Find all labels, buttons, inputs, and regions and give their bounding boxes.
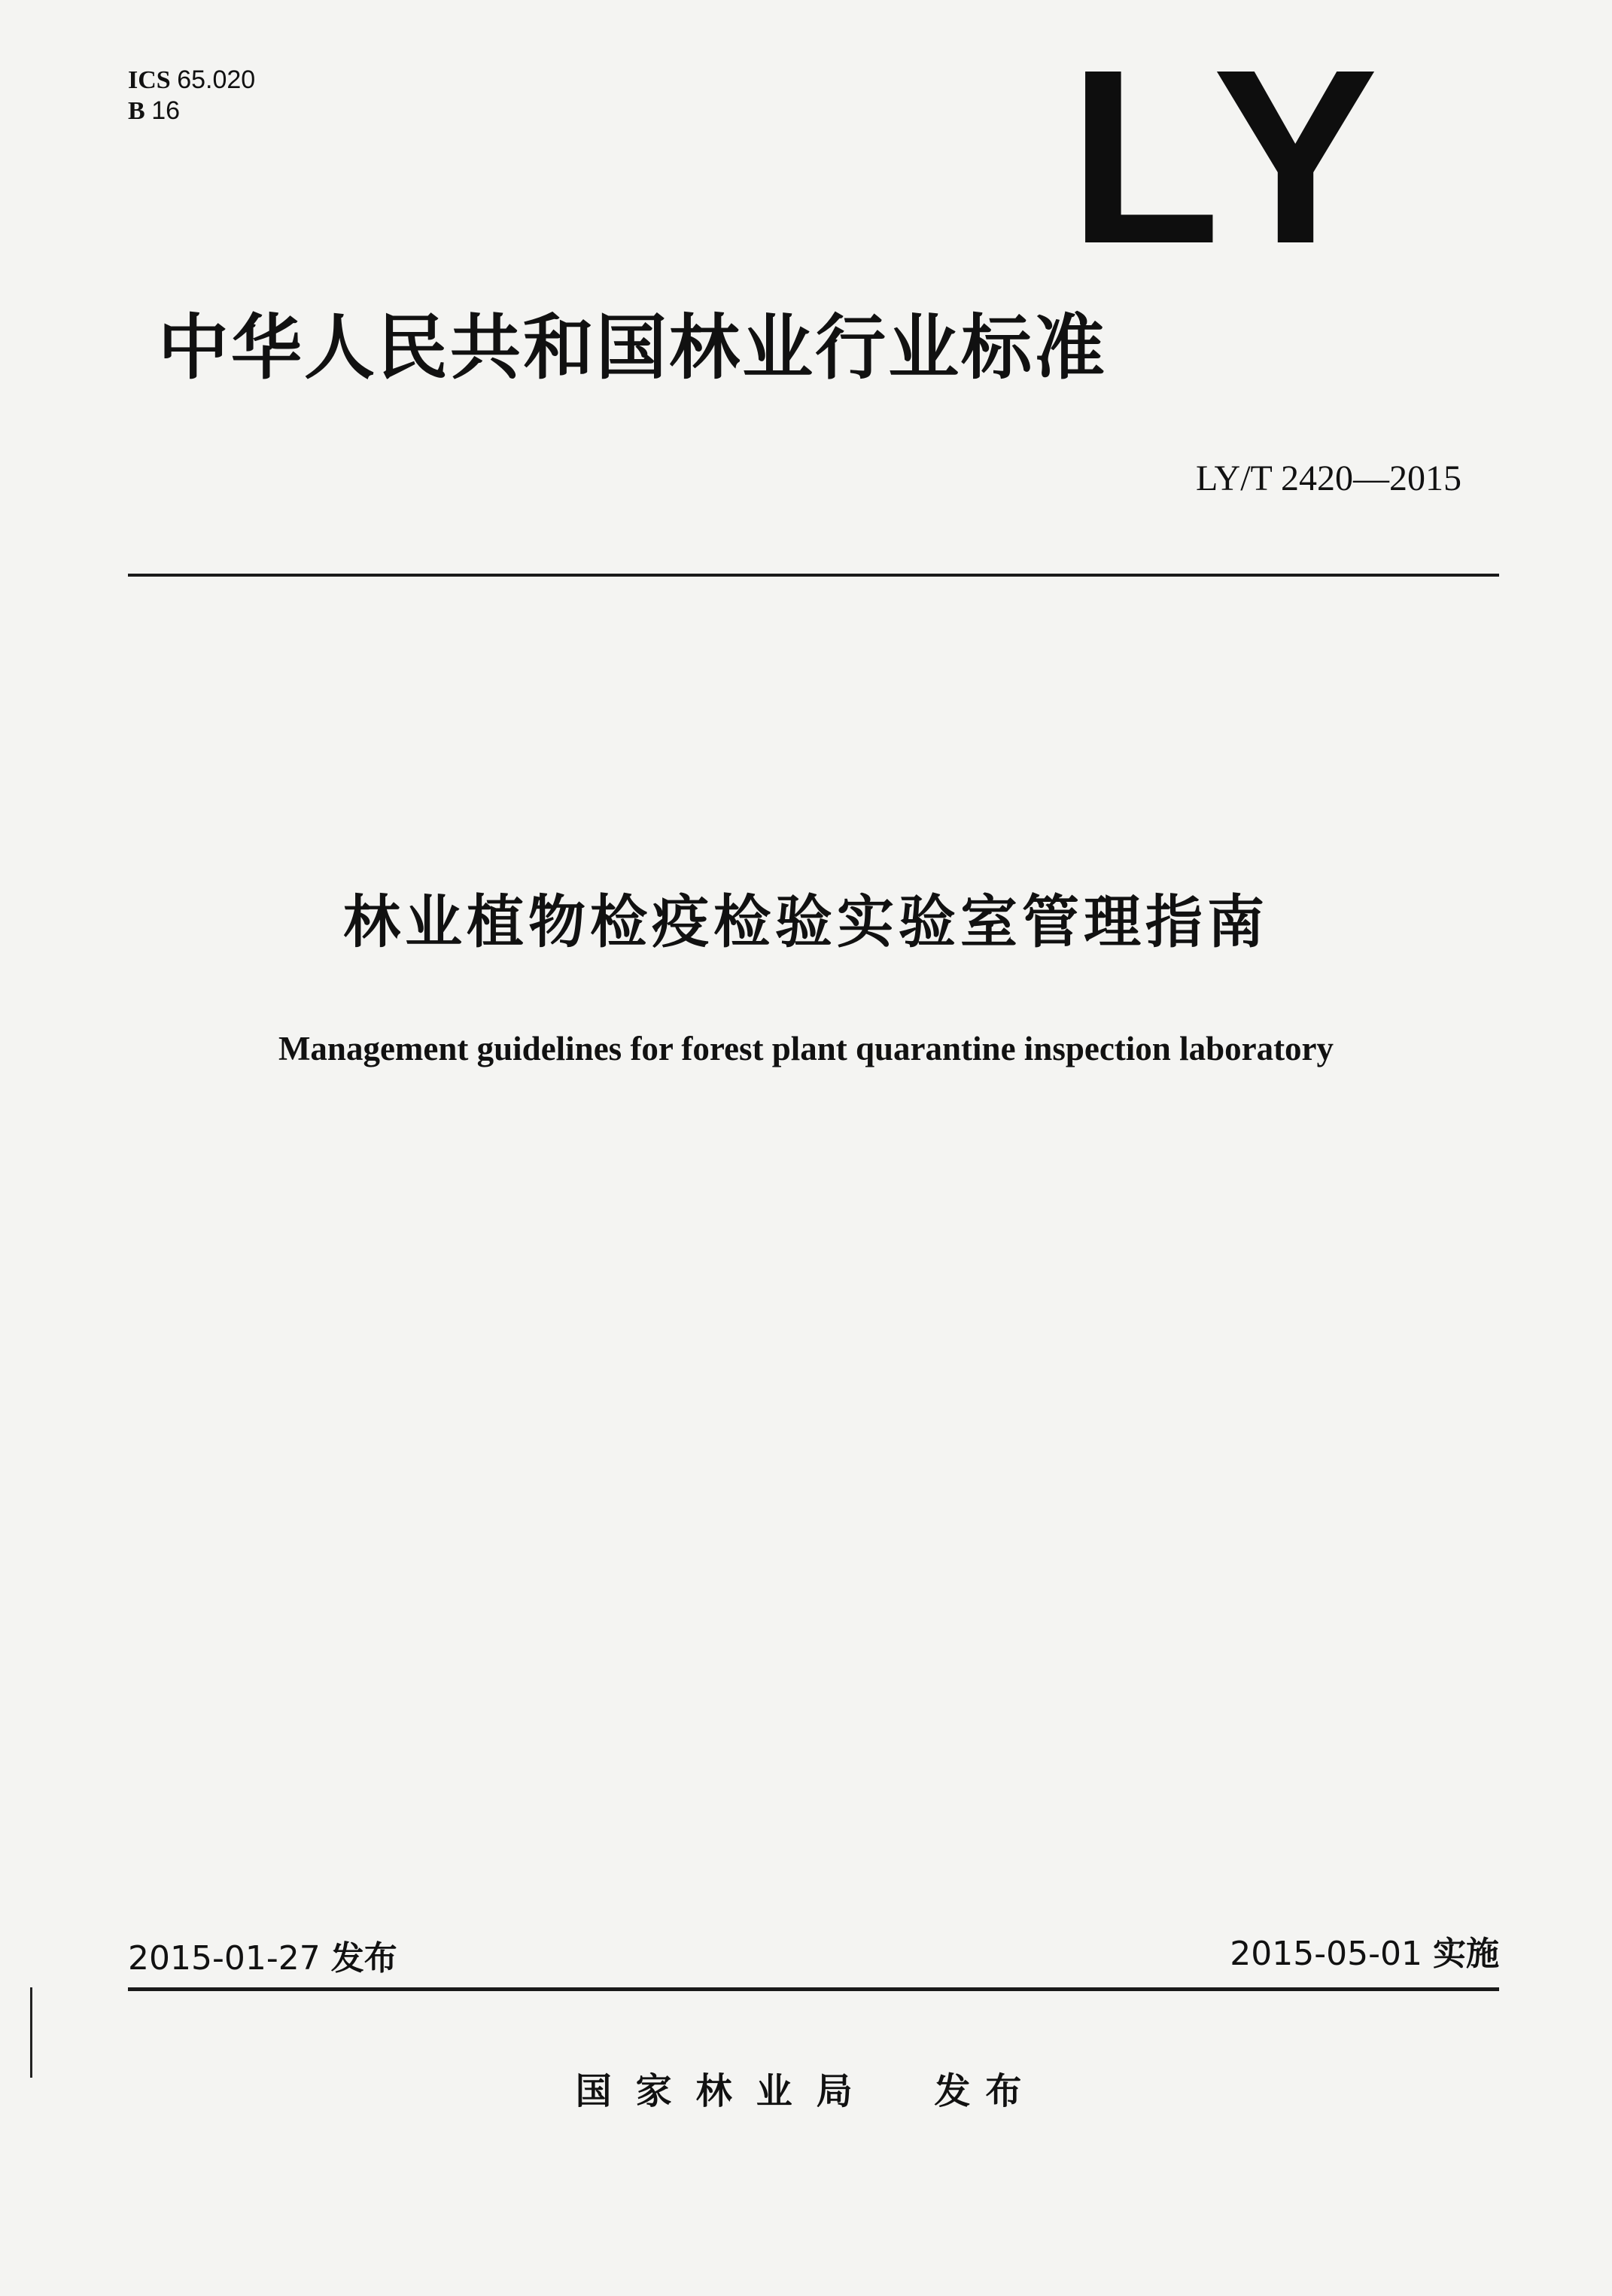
ics-label: ICS <box>128 66 171 94</box>
ccs-label: B <box>128 97 145 125</box>
issuing-organization: 国家林业局 <box>575 2070 877 2112</box>
implementation-date: 2015-05-01 <box>1230 1935 1422 1973</box>
ccs-code: 16 <box>151 96 181 125</box>
classification-codes <box>128 65 255 126</box>
document-title-english: Management guidelines for forest plant quarantine inspection laboratory <box>278 1030 1334 1067</box>
footer-divider <box>128 1987 1499 1991</box>
ics-line <box>128 65 255 96</box>
document-title-chinese: 林业植物检疫检验实验室管理指南 <box>343 888 1269 955</box>
header-divider <box>128 574 1499 577</box>
issue-date: 2015-01-27 <box>128 1939 321 1978</box>
implementation-date-block <box>1230 1935 1499 1974</box>
issuer-line <box>0 2069 1612 2114</box>
issue-label: 发布 <box>330 1939 397 1978</box>
issue-date-block <box>128 1939 397 1978</box>
issuer-action: 发布 <box>934 2070 1037 2112</box>
standard-type-title: 中华人民共和国林业行业标准 <box>158 307 1108 389</box>
implementation-label: 实施 <box>1433 1935 1499 1973</box>
scan-edge-mark <box>30 1987 32 2078</box>
ccs-line <box>128 96 255 126</box>
ics-code: 65.020 <box>177 65 256 94</box>
ly-logo: LY <box>1069 17 1394 295</box>
standard-number: LY/T 2420—2015 <box>1196 458 1461 498</box>
